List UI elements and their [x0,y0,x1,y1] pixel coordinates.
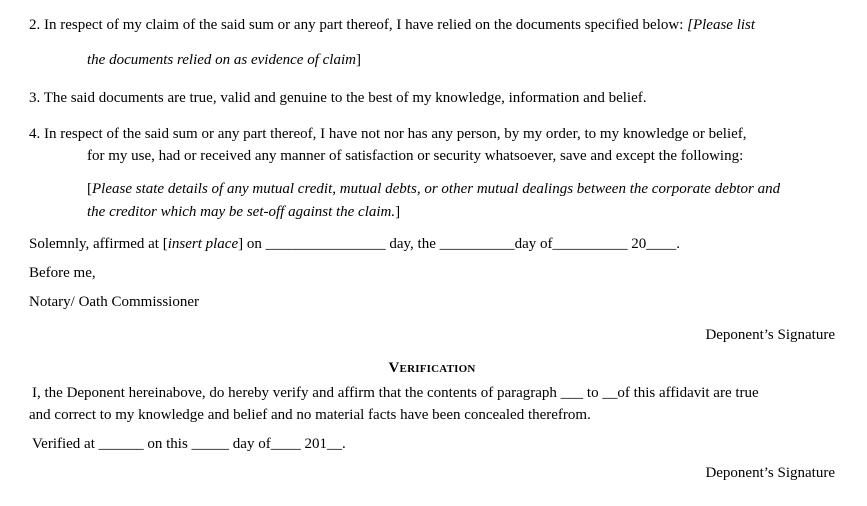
affirmation-line: Solemnly, affirmed at [insert place] on ________________ day, the __________day of__________ 20____. [29,236,681,252]
insert-place: insert place [167,236,239,252]
before-me: Before me, [29,265,96,281]
set-off-line-2: the creditor which may be set-off against the claim.] [87,204,401,220]
para-2-instruction-cont: the documents relied on as evidence of claim [87,52,356,68]
set-off-line-1: [Please state details of any mutual credit, mutual debts, or other mutual dealings between the corporate debtor and [87,181,781,197]
deponent-signature-2: Deponent’s Signature [705,465,835,481]
deponent-signature-1: Deponent’s Signature [705,327,835,343]
para-3: 3. The said documents are true, valid and genuine to the best of my knowledge, information and belief. [29,90,647,106]
verification-line-1: I, the Deponent hereinabove, do hereby verify and affirm that the contents of paragraph ___ to __of this affidavit are true [32,385,759,401]
para-4-line-1: 4. In respect of the said sum or any part thereof, I have not nor has any person, by my order, to my knowledge or belief, [29,126,747,142]
notary-label: Notary/ Oath Commissioner [29,294,199,310]
set-off-instruction: Please state details of any mutual credit, mutual debts, or other mutual dealings between the corporate debtor and [92,181,781,197]
para-4-line-2: for my use, had or received any manner of satisfaction or security whatsoever, save and except the following: [87,148,744,164]
verification-line-2: and correct to my knowledge and belief and no material facts have been concealed therefrom. [29,407,591,423]
verified-at-line: Verified at ______ on this _____ day of____ 201__. [32,436,346,452]
verification-heading: Verification [388,360,476,376]
para-2-line-2: the documents relied on as evidence of claim] [87,52,361,68]
para-2-line-1: 2. In respect of my claim of the said sum or any part thereof, I have relied on the documents specified below: [Please list [29,17,756,33]
set-off-instruction-cont: the creditor which may be set-off against the claim. [87,204,396,220]
para-2-instruction: [Please list [687,17,756,33]
